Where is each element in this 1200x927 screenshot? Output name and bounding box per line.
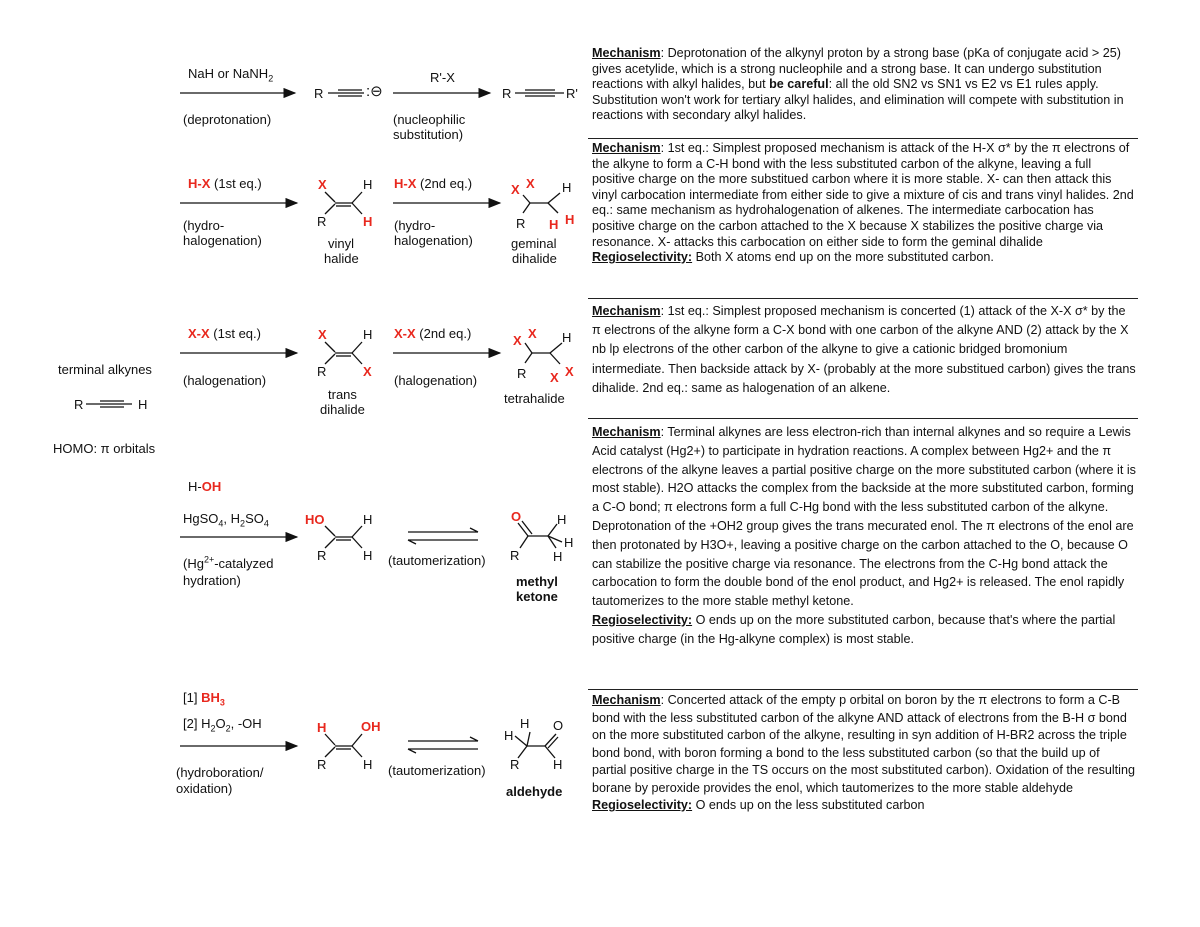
r2-vinyl-x: X bbox=[318, 177, 327, 192]
r1-product-r2: R' bbox=[566, 86, 578, 101]
r3-tetra-x3: X bbox=[550, 370, 559, 385]
r3-tetra-caption: tetrahalide bbox=[504, 391, 565, 406]
r2-gem-x2: X bbox=[526, 176, 535, 191]
r1-acetylide-r: R bbox=[314, 86, 324, 101]
homo-label: HOMO: π orbitals bbox=[53, 441, 156, 456]
r5-label-a1: (hydroboration/ bbox=[176, 765, 264, 780]
r3-trans-h: H bbox=[363, 327, 373, 342]
r3-tetra-r: R bbox=[517, 366, 527, 381]
r2-gem-caption2: dihalide bbox=[512, 251, 557, 266]
r4-reagent-a: HgSO$_4$, $H_2SO_4$ bbox=[183, 511, 269, 529]
r3-trans-caption2: dihalide bbox=[320, 402, 365, 417]
mechanism-5: Mechanism: Concerted attack of the empty p orbital on boron by the π electrons to form a C-B bond with the less substituted carbon of the alkyne AND attack of electrons from the B-H σ bond on the more substituted carbon of the alkyne, resulting in syn addition of H-BR2 across the triple bond bond, with boron forming a bond to the less substituted carbon (so that the build up of partial positive charge in the TS occurs on the most substituted carbon). Oxidation of the resulting borane by peroxide provides the enol, which tautomerizes to the more stable aldehyde Regioselectivity: O ends up on the less substituted carbon bbox=[592, 693, 1135, 812]
r4-equilibrium-arrows bbox=[408, 528, 478, 544]
r4-ketone-r: R bbox=[510, 548, 520, 563]
r3-trans-caption1: trans bbox=[328, 387, 357, 402]
r2-reagent-b: H-X (2nd eq.) bbox=[394, 176, 473, 191]
r1-label-b: (nucleophilic substitution) bbox=[393, 112, 466, 142]
r5-equilibrium-arrows bbox=[408, 737, 478, 753]
r1-reagent-b: R'-X bbox=[430, 70, 455, 85]
r2-label-b1: (hydro- bbox=[394, 218, 436, 233]
r2-vinyl-caption2: halide bbox=[324, 251, 359, 266]
r4-ketone-h2: H bbox=[564, 535, 574, 550]
r2-gem-x1: X bbox=[511, 182, 520, 197]
r5-product-caption: aldehyde bbox=[506, 784, 563, 799]
r4-enol-r: R bbox=[317, 548, 327, 563]
r3-trans-x2: X bbox=[363, 364, 372, 379]
r2-label-a2: halogenation) bbox=[183, 233, 262, 248]
r5-ald-h-bottom: H bbox=[553, 757, 563, 772]
r4-ketone-h1: H bbox=[557, 512, 567, 527]
r5-enol-oh: OH bbox=[361, 719, 381, 734]
r4-enol-ho: HO bbox=[305, 512, 325, 527]
r5-enol-h: H bbox=[317, 720, 327, 735]
r5-aldehyde-bonds bbox=[515, 732, 558, 758]
r5-ald-o: O bbox=[553, 718, 564, 733]
r4-ketone-bonds bbox=[518, 521, 562, 548]
divider-3 bbox=[588, 418, 1138, 419]
r2-gem-h2: H bbox=[549, 217, 559, 232]
r4-enol-bonds bbox=[325, 526, 362, 548]
r1-acetylide-bonds bbox=[328, 90, 364, 96]
r5-enol-h-bottom: H bbox=[363, 757, 373, 772]
r3-trans-x1: X bbox=[318, 327, 327, 342]
r4-product-caption1: methyl bbox=[516, 574, 558, 589]
divider-2 bbox=[588, 298, 1138, 299]
r4-enol-h-bottom: H bbox=[363, 548, 373, 563]
r5-ald-h-top: H bbox=[520, 716, 530, 731]
r2-vinyl-h-red: H bbox=[363, 214, 373, 229]
r2-gem-h1: H bbox=[562, 180, 572, 195]
r3-tetra-x4: X bbox=[565, 364, 574, 379]
r2-gem-caption1: geminal bbox=[511, 236, 557, 251]
r2-vinyl-halide-bonds bbox=[325, 192, 362, 214]
terminal-alkynes-label: terminal alkynes bbox=[58, 362, 152, 377]
r2-vinyl-caption1: vinyl bbox=[328, 236, 355, 251]
r4-product-caption2: ketone bbox=[516, 589, 558, 604]
r5-ald-h-left: H bbox=[504, 728, 514, 743]
r2-vinyl-r: R bbox=[317, 214, 327, 229]
alkyne-r-atom: R bbox=[74, 397, 84, 412]
r5-ald-r: R bbox=[510, 757, 520, 772]
r4-enol-h-top: H bbox=[363, 512, 373, 527]
alkyne-h-atom: H bbox=[138, 397, 148, 412]
r5-reagent-2: [2] $H_2O_2$, -OH bbox=[183, 716, 262, 734]
r5-enol-bonds bbox=[325, 734, 362, 757]
r5-label-a2: oxidation) bbox=[176, 781, 233, 796]
r4-label-a2: hydration) bbox=[183, 573, 241, 588]
r4-label-b: (tautomerization) bbox=[388, 553, 486, 568]
r2-geminal-bonds bbox=[523, 193, 560, 213]
r3-trans-bonds bbox=[325, 342, 362, 364]
divider-1 bbox=[588, 138, 1138, 139]
r3-tetra-h: H bbox=[562, 330, 572, 345]
r4-reagent-top: H-OH bbox=[188, 479, 222, 494]
r4-label-a1: ($Hg^{2+}$-catalyzed bbox=[183, 554, 274, 571]
r3-tetra-x2: X bbox=[528, 326, 537, 341]
reaction-scheme-graphics bbox=[0, 0, 590, 927]
r1-product-r: R bbox=[502, 86, 512, 101]
r2-vinyl-h-top: H bbox=[363, 177, 373, 192]
mechanism-2: Mechanism: 1st eq.: Simplest proposed mechanism is attack of the H-X σ* by the π electrons of the alkyne to form a C-H bond with the less substituted carbon of the alkyne, leaving a full positive charge on the more substitued carbon where it is more stable. X- can then attack this vinyl carbocation intermediate from either side to give a mixture of cis and trans vinyl halides. 2nd eq.: same mechanism as hydrohalogenation of alkenes. The intermediate carbocation has positive charge on the carbon attached to the X because X stabilizes the positive charge via resonance. X- attacks this carbocation on either side to form the geminal dihalide Regioselectivity: Both X atoms end up on the more substituted carbon. bbox=[592, 141, 1134, 265]
r3-label-a: (halogenation) bbox=[183, 373, 267, 388]
r3-reagent-b: X-X (2nd eq.) bbox=[394, 326, 472, 341]
r2-gem-r: R bbox=[516, 216, 526, 231]
r2-reagent-a: H-X (1st eq.) bbox=[188, 176, 262, 191]
divider-4 bbox=[588, 689, 1138, 690]
r2-gem-h3: H bbox=[565, 212, 575, 227]
r4-ketone-o: O bbox=[511, 509, 522, 524]
r3-trans-r: R bbox=[317, 364, 327, 379]
r5-label-b: (tautomerization) bbox=[388, 763, 486, 778]
r3-tetra-x1: X bbox=[513, 333, 522, 348]
r2-label-b2: halogenation) bbox=[394, 233, 473, 248]
terminal-alkyne-structure bbox=[86, 401, 132, 407]
r1-acetylide-charge: :⊖ bbox=[366, 83, 383, 100]
r2-label-a1: (hydro- bbox=[183, 218, 225, 233]
mechanism-3: Mechanism: 1st eq.: Simplest proposed mechanism is concerted (1) attack of the X-X σ* by the π electrons of the alkyne form a C-X bond with one carbon of the alkyne AND (2) attack by the X nb lp electrons of the other carbon of the alkyne to give a cationic bridged bromonium intermediate. Then backside attack by X- (probably at the more substitued carbon) gives the trans dihalide. 2nd eq.: same as halogenation of an alkene. bbox=[592, 304, 1136, 395]
r3-tetra-bonds bbox=[525, 343, 562, 364]
r3-label-b: (halogenation) bbox=[394, 373, 478, 388]
r1-label-a: (deprotonation) bbox=[183, 112, 272, 127]
r5-enol-r: R bbox=[317, 757, 327, 772]
mechanism-4: Mechanism: Terminal alkynes are less electron-rich than internal alkynes and so require a Lewis Acid catalyst (Hg2+) to participate in hydration reactions. A complex between Hg2+ and the π electrons of the alkyne leaves a partial positive charge on the more substituted carbon (where it is most stable). H2O attacks the complex from the backside at the more substituted carbon, forming a C-O bond; π electrons form a full C-Hg bond with the less substituted carbon of the alkyne. Deprotonation of the +OH2 group gives the trans mecurated enol. The π electrons of the enol are then protonated by H3O+, leaving a positive charge on the carbon attached to the O, because O can stabilize the positive charge via resonance. The electrons from the C-Hg bond attack the carbocation to form the double bond of the enol product, and Hg2+ is released. The enol rapidly tautomerizes to the more stable methyl ketone. Regioselectivity: O ends up on the more substituted carbon, because that's where the partial positive charge (in the Hg-alkyne complex) is most stable. bbox=[592, 425, 1136, 646]
r3-reagent-a: X-X (1st eq.) bbox=[188, 326, 261, 341]
r1-reagent-a: NaH or NaNH$_2$ bbox=[188, 66, 274, 84]
mechanism-1: Mechanism: Deprotonation of the alkynyl proton by a strong base (pKa of conjugate acid > 25) gives acetylide, which is a strong nucleophile and a strong base. It can undergo substitution reactions with alkyl halides, but be careful: all the old SN2 vs SN1 vs E2 vs E1 rules apply. Substitution won't work for tertiary alkyl halides, and elimination will compete with substitution in reactions with secondary alkyl halides. bbox=[592, 46, 1124, 123]
r4-ketone-h3: H bbox=[553, 549, 563, 564]
r1-product-bonds bbox=[515, 90, 564, 96]
r5-reagent-1: [1] $BH_3$ bbox=[183, 690, 225, 708]
